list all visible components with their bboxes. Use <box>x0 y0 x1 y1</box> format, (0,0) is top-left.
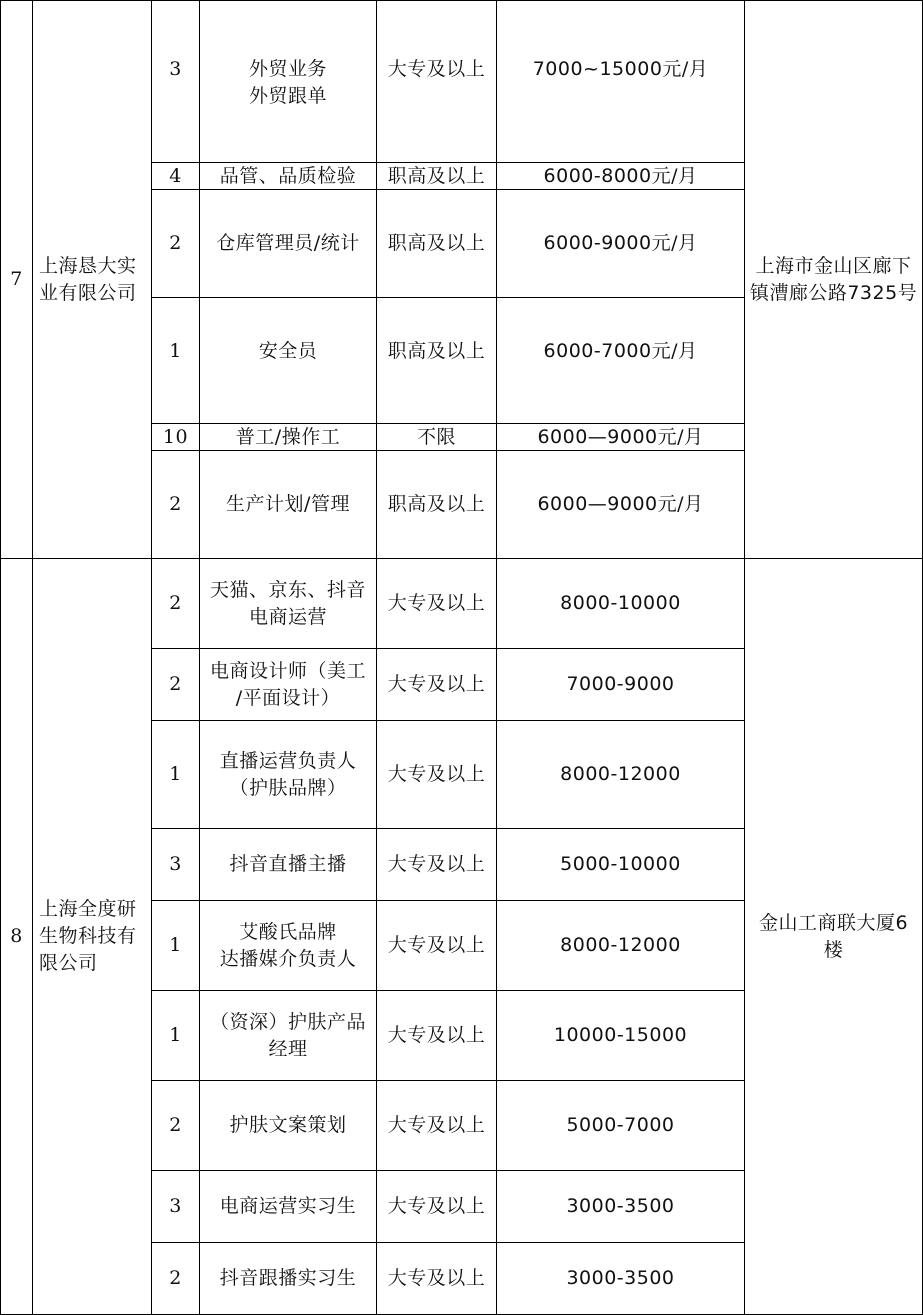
job-title-line: （资深）护肤产品 <box>209 1010 366 1033</box>
company-address <box>745 559 923 1315</box>
job-title-line: 生产计划/管理 <box>226 493 350 515</box>
job-salary <box>497 649 745 721</box>
job-title-line: 护肤文案策划 <box>229 1114 347 1136</box>
job-title-line: 经理 <box>268 1037 308 1060</box>
job-title <box>200 163 377 190</box>
job-education <box>377 721 497 829</box>
job-title <box>200 1171 377 1243</box>
job-salary <box>497 0 745 163</box>
job-count <box>152 0 200 163</box>
job-education-text: 职高及以上 <box>387 340 486 362</box>
job-education-text: 大专及以上 <box>387 934 486 956</box>
job-count <box>152 1171 200 1243</box>
job-title-line: 达播媒介负责人 <box>219 947 357 970</box>
company-index <box>0 559 33 1315</box>
company-index-text: 7 <box>10 268 23 290</box>
job-count-text: 3 <box>169 853 182 875</box>
job-count <box>152 829 200 901</box>
job-education <box>377 901 497 991</box>
job-title <box>200 298 377 424</box>
job-salary-text: 6000-8000元/月 <box>543 164 698 187</box>
job-education-text: 大专及以上 <box>387 673 486 695</box>
job-education-text: 大专及以上 <box>387 1024 486 1046</box>
job-count <box>152 1081 200 1171</box>
job-salary <box>497 1243 745 1315</box>
job-salary-text: 7000-9000 <box>566 673 675 695</box>
job-education-text: 不限 <box>416 425 456 448</box>
company-address-line: 镇漕廊公路7325号 <box>749 281 918 304</box>
job-salary-text: 6000—9000元/月 <box>537 493 704 515</box>
job-education-text: 大专及以上 <box>387 58 486 80</box>
company-address <box>745 0 923 559</box>
job-education <box>377 649 497 721</box>
job-title <box>200 901 377 991</box>
job-salary-text: 8000-12000 <box>560 763 681 785</box>
job-title <box>200 1243 377 1315</box>
job-education <box>377 451 497 559</box>
job-education-text: 职高及以上 <box>387 164 486 187</box>
job-count <box>152 1243 200 1315</box>
job-count-text: 1 <box>169 340 182 362</box>
job-count <box>152 649 200 721</box>
job-title <box>200 190 377 298</box>
job-education <box>377 1243 497 1315</box>
company-name-line: 上海全度研 <box>39 898 137 920</box>
company-index <box>0 0 33 559</box>
job-salary <box>497 451 745 559</box>
job-salary <box>497 1171 745 1243</box>
job-title-line: 普工/操作工 <box>235 425 341 448</box>
job-count-text: 2 <box>169 673 182 695</box>
job-salary <box>497 559 745 649</box>
job-count-text: 1 <box>169 1024 182 1046</box>
job-salary <box>497 1081 745 1171</box>
job-salary-text: 8000-10000 <box>560 592 681 614</box>
job-education-text: 大专及以上 <box>387 853 486 875</box>
job-education-text: 职高及以上 <box>387 493 486 515</box>
job-title-line: 外贸业务 <box>248 58 327 80</box>
job-count <box>152 721 200 829</box>
job-salary-text: 5000-7000 <box>566 1114 675 1136</box>
job-salary <box>497 829 745 901</box>
company-name-line: 业有限公司 <box>39 281 137 304</box>
job-title <box>200 1081 377 1171</box>
company-name <box>33 559 152 1315</box>
job-count-text: 2 <box>169 493 182 515</box>
job-title-line: 电商设计师（美工 <box>209 659 366 682</box>
job-title-line: 直播运营负责人 <box>219 749 357 772</box>
job-education <box>377 163 497 190</box>
job-count <box>152 298 200 424</box>
job-count-text: 4 <box>169 164 182 187</box>
job-count-text: 2 <box>169 1114 182 1136</box>
job-count-text: 1 <box>169 763 182 785</box>
job-count <box>152 424 200 451</box>
job-title-line: 天猫、京东、抖音 <box>209 578 366 601</box>
job-salary-text: 3000-3500 <box>566 1195 675 1217</box>
job-salary-text: 8000-12000 <box>560 934 681 956</box>
job-count <box>152 190 200 298</box>
job-salary <box>497 424 745 451</box>
job-count-text: 10 <box>162 425 189 448</box>
job-salary-text: 6000-7000元/月 <box>543 340 698 362</box>
job-count <box>152 163 200 190</box>
job-education-text: 大专及以上 <box>387 763 486 785</box>
job-education <box>377 559 497 649</box>
job-title-line: 电商运营 <box>248 605 327 628</box>
job-count-text: 3 <box>169 58 182 80</box>
company-name-line: 限公司 <box>39 952 98 974</box>
company-name-line: 生物科技有 <box>39 925 137 947</box>
job-salary <box>497 901 745 991</box>
job-education-text: 职高及以上 <box>387 232 486 254</box>
job-title-line: （护肤品牌） <box>229 776 347 799</box>
company-index-text: 8 <box>10 925 23 947</box>
job-title-line: 抖音跟播实习生 <box>219 1267 357 1289</box>
job-title-line: 品管、品质检验 <box>219 164 357 187</box>
job-title <box>200 829 377 901</box>
job-education <box>377 829 497 901</box>
job-count-text: 2 <box>169 232 182 254</box>
job-count <box>152 991 200 1081</box>
job-title-line: 抖音直播主播 <box>229 853 347 875</box>
job-education-text: 大专及以上 <box>387 1195 486 1217</box>
job-salary-text: 5000-10000 <box>560 853 681 875</box>
company-address-line: 金山工商联大厦6 <box>758 911 909 934</box>
job-salary-text: 10000-15000 <box>553 1024 688 1046</box>
job-title-line: /平面设计） <box>235 686 341 709</box>
job-education <box>377 991 497 1081</box>
job-education <box>377 0 497 163</box>
job-count-text: 2 <box>169 1267 182 1289</box>
job-education-text: 大专及以上 <box>387 1114 486 1136</box>
job-title <box>200 721 377 829</box>
job-title <box>200 559 377 649</box>
job-title-line: 仓库管理员/统计 <box>216 232 360 254</box>
job-title <box>200 451 377 559</box>
company-address-line: 上海市金山区廊下 <box>755 254 912 277</box>
job-count <box>152 559 200 649</box>
job-salary-text: 7000~15000元/月 <box>532 58 709 80</box>
job-education <box>377 190 497 298</box>
job-title-line: 电商运营实习生 <box>219 1195 357 1217</box>
job-salary-text: 6000—9000元/月 <box>537 425 704 448</box>
job-salary <box>497 991 745 1081</box>
job-education <box>377 424 497 451</box>
job-title <box>200 649 377 721</box>
job-count <box>152 451 200 559</box>
job-salary <box>497 298 745 424</box>
job-count-text: 2 <box>169 592 182 614</box>
job-count-text: 1 <box>169 934 182 956</box>
job-education <box>377 1171 497 1243</box>
company-name-line: 上海恳大实 <box>39 254 137 277</box>
job-education <box>377 1081 497 1171</box>
job-title-line: 安全员 <box>258 340 318 362</box>
job-salary <box>497 190 745 298</box>
company-address-line: 楼 <box>823 938 844 961</box>
company-name <box>33 0 152 559</box>
job-salary <box>497 163 745 190</box>
job-title <box>200 991 377 1081</box>
job-title-line: 外贸跟单 <box>248 85 327 107</box>
job-count-text: 3 <box>169 1195 182 1217</box>
job-salary-text: 6000-9000元/月 <box>543 232 698 254</box>
job-title-line: 艾酸氏品牌 <box>239 920 337 943</box>
job-salary-text: 3000-3500 <box>566 1267 675 1289</box>
job-title <box>200 0 377 163</box>
job-education-text: 大专及以上 <box>387 1267 486 1289</box>
job-count <box>152 901 200 991</box>
job-salary <box>497 721 745 829</box>
job-title <box>200 424 377 451</box>
job-education <box>377 298 497 424</box>
job-education-text: 大专及以上 <box>387 592 486 614</box>
